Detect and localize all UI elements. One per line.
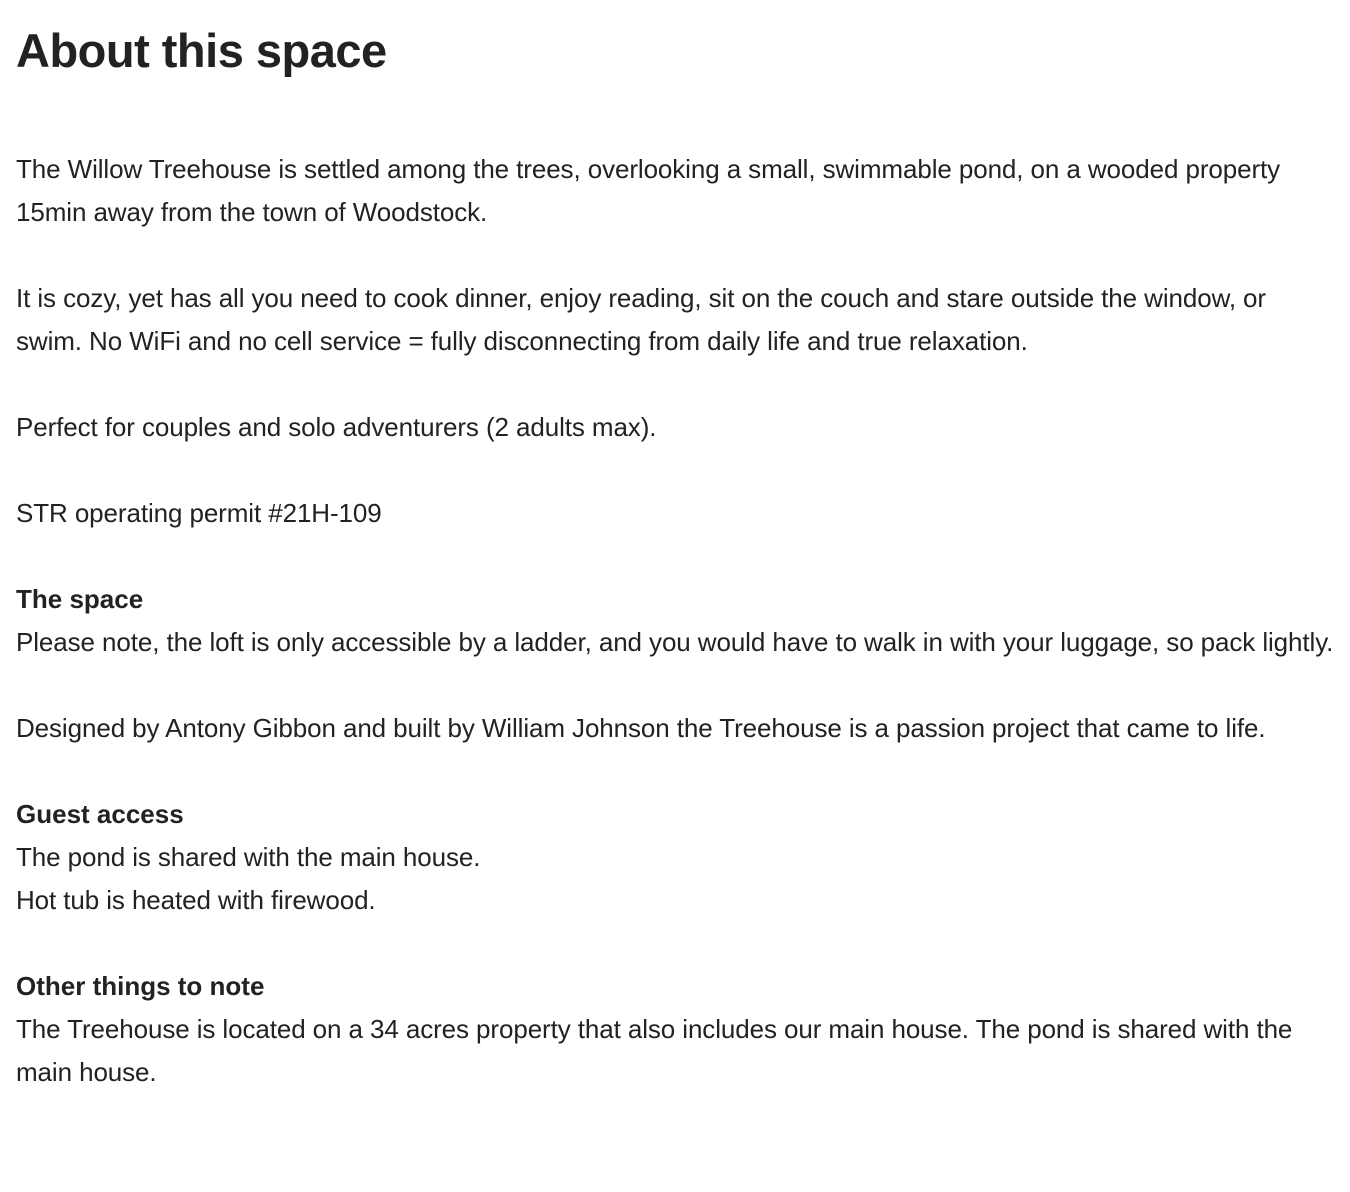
paragraph-spacer <box>16 664 1334 707</box>
the-space-heading: The space <box>16 584 144 614</box>
paragraph-spacer <box>16 922 1334 965</box>
other-things-heading: Other things to note <box>16 971 265 1001</box>
guest-access-line: The pond is shared with the main house. <box>16 842 481 872</box>
other-things-paragraph: The Treehouse is located on a 34 acres property that also includes our main house. The pond is shared with the main house. <box>16 1014 1293 1087</box>
description-paragraph: It is cozy, yet has all you need to cook dinner, enjoy reading, sit on the couch and stare outside the window, or swim. No WiFi and no cell service = fully disconnecting from daily life and true relaxation. <box>16 283 1266 356</box>
description-body <box>16 148 1334 1094</box>
description-paragraph: The Willow Treehouse is settled among the trees, overlooking a small, swimmable pond, on a wooded property 15min away from the town of Woodstock. <box>16 154 1281 227</box>
paragraph-spacer <box>16 449 1334 492</box>
paragraph-spacer <box>16 535 1334 578</box>
paragraph-spacer <box>16 234 1334 277</box>
the-space-paragraph: Please note, the loft is only accessible by a ladder, and you would have to walk in with your luggage, so pack lightly. <box>16 627 1334 657</box>
section-title: About this space <box>16 24 387 77</box>
guest-access-line: Hot tub is heated with firewood. <box>16 885 376 915</box>
guest-access-heading: Guest access <box>16 799 184 829</box>
paragraph-spacer <box>16 750 1334 793</box>
description-paragraph: Perfect for couples and solo adventurers (2 adults max). <box>16 412 657 442</box>
the-space-paragraph: Designed by Antony Gibbon and built by William Johnson the Treehouse is a passion project that came to life. <box>16 713 1266 743</box>
permit-text: STR operating permit #21H-109 <box>16 498 382 528</box>
paragraph-spacer <box>16 363 1334 406</box>
